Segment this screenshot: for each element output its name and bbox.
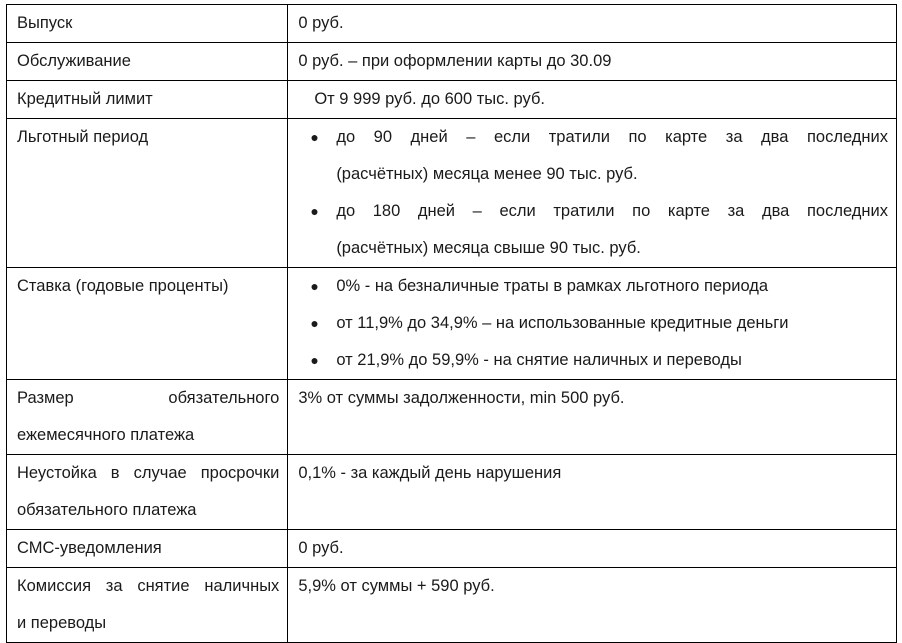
row-value [288,119,897,268]
row-label-text: Ставка (годовые проценты) [17,277,229,295]
row-label-text: обязательного платежа [17,501,197,519]
list-item [298,342,888,379]
row-value-text: 0 руб. [298,539,344,557]
row-label-text: СМС-уведомления [17,539,162,557]
list-item-text: до 90 дней – если тратили по карте за два последних [336,128,888,146]
bullet-icon: ● [310,278,319,294]
row-value-text: 0 руб. – при оформлении карты до 30.09 [298,52,612,70]
table-row-cash-fee [7,568,897,643]
row-value [288,568,897,643]
table-row-credit-limit [7,81,897,119]
list-item-text: от 21,9% до 59,9% - на снятие наличных и переводы [336,351,742,369]
row-value [288,81,897,119]
row-value [288,530,897,568]
row-value [288,455,897,530]
row-label [7,380,288,455]
row-value [288,5,897,43]
row-label [7,81,288,119]
row-label-text: Льготный период [17,128,149,146]
rate-list [298,268,888,379]
row-value-text: 0 руб. [298,14,344,32]
list-item-text: (расчётных) месяца менее 90 тыс. руб. [336,165,638,183]
list-item [298,305,888,342]
row-label-text: Обслуживание [17,52,131,70]
bullet-icon: ● [310,352,319,368]
row-label-text: Неустойка в случае просрочки [17,464,280,482]
row-label [7,568,288,643]
row-label-text: ежемесячного платежа [17,426,195,444]
row-label [7,530,288,568]
list-item-text: (расчётных) месяца свыше 90 тыс. руб. [336,239,641,257]
list-item [298,268,888,305]
table-row-sms [7,530,897,568]
row-label-text: Размер обязательного [17,389,280,407]
row-label-text: Кредитный лимит [17,90,153,108]
list-item [298,119,888,193]
list-item-text: до 180 дней – если тратили по карте за два последних [336,202,888,220]
row-label [7,5,288,43]
bullet-icon: ● [310,129,319,145]
row-label [7,268,288,380]
row-value-text: От 9 999 руб. до 600 тыс. руб. [314,90,546,108]
bullet-icon: ● [310,315,319,331]
table-row-issue [7,5,897,43]
row-label [7,119,288,268]
row-label-text: и переводы [17,614,107,632]
list-item [298,193,888,267]
table-row-minimum-payment [7,380,897,455]
list-item-text: от 11,9% до 34,9% – на использованные кредитные деньги [336,314,789,332]
row-value [288,268,897,380]
row-value [288,43,897,81]
credit-card-terms-table [6,4,897,643]
grace-period-list [298,119,888,267]
table-row-service [7,43,897,81]
row-value-text: 3% от суммы задолженности, min 500 руб. [298,389,625,407]
table-row-rate [7,268,897,380]
list-item-text: 0% - на безналичные траты в рамках льготного периода [336,277,769,295]
table-row-penalty [7,455,897,530]
row-label [7,455,288,530]
row-value-text: 0,1% - за каждый день нарушения [298,464,562,482]
row-label [7,43,288,81]
row-value [288,380,897,455]
table-row-grace-period [7,119,897,268]
row-value-text: 5,9% от суммы + 590 руб. [298,577,495,595]
bullet-icon: ● [310,203,319,219]
row-label-text: Выпуск [17,14,73,32]
row-label-text: Комиссия за снятие наличных [17,577,280,595]
